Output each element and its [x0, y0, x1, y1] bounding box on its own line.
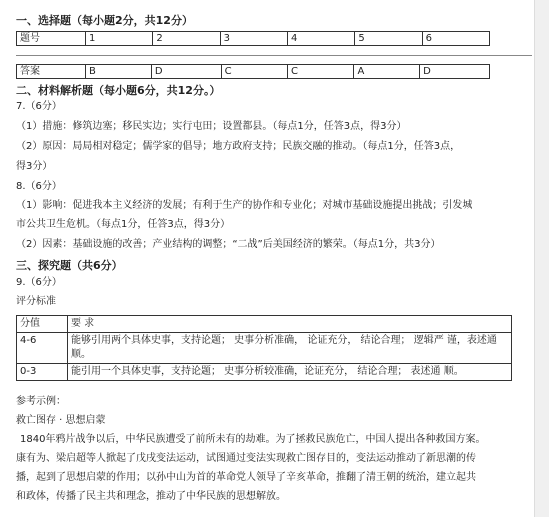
question-number-row	[16, 31, 490, 46]
section2-title: 二、材料解析题（每小题6分，共12分。）	[16, 84, 221, 97]
question-label: 题号	[17, 32, 86, 46]
answer-row	[16, 64, 490, 79]
score-range: 4-6	[17, 333, 68, 364]
q8-answer-3: （2）因素：基础设施的改善；产业结构的调整；“二战”后美国经济的繁荣。（每点1分，共3分）	[16, 239, 441, 250]
example-paragraph-line: 1840年鸦片战争以后，中华民族遭受了前所未有的劫难。为了拯救民族危亡，中国人提出各种救国方案。	[20, 434, 486, 445]
q7-answer-2: （2）原因：局局相对稳定；儒学家的倡导；地方政府支持；民族交融的推动。（每点1分，任答3点，	[16, 141, 461, 152]
table-header-row	[17, 316, 512, 333]
q8-answer-1: （1）影响：促进我本主义经济的发展；有利于生产的协作和专业化；对城市基础设施提出挑战；引发城	[16, 200, 473, 211]
example-paragraph-line: 播，起到了思想启蒙的作用；以孙中山为首的革命党人领导了辛亥革命，推翻了清王朝的统治，建立起共	[16, 472, 476, 483]
example-title: 参考示例：	[16, 396, 66, 407]
score-range: 0-3	[17, 364, 68, 381]
header-score: 分值	[17, 316, 68, 333]
qnum-cell: 6	[422, 32, 489, 46]
requirement-text: 能引用一个具体史事，支持论题； 史事分析较准确，论证充分， 结论合理； 表述通 顺。	[68, 364, 512, 381]
table-row	[17, 364, 512, 381]
page-divider	[16, 55, 532, 56]
example-topic: 救亡图存 · 思想启蒙	[16, 415, 106, 426]
answer-cell: A	[354, 65, 420, 79]
qnum-cell: 3	[220, 32, 287, 46]
answer-cell: C	[221, 65, 287, 79]
q8-answer-2: 市公共卫生危机。（每点1分，任答3点，得3分）	[16, 219, 231, 230]
answer-cell: D	[151, 65, 221, 79]
qnum-cell: 1	[86, 32, 153, 46]
qnum-cell: 4	[287, 32, 354, 46]
qnum-cell: 2	[153, 32, 220, 46]
q7-number: 7.（6分）	[16, 101, 62, 112]
qnum-cell: 5	[355, 32, 422, 46]
example-paragraph-line: 和政体，传播了民主共和理念，推动了中华民族的思想解放。	[16, 491, 286, 502]
q7-answer-3: 得3分）	[16, 161, 53, 172]
q8-number: 8.（6分）	[16, 181, 62, 192]
requirement-text: 能够引用两个具体史事，支持论题； 史事分析准确， 论证充分， 结论合理； 逻辑严 谨，表述通顺。	[68, 333, 512, 364]
q9-number: 9.（6分）	[16, 277, 62, 288]
answer-cell: C	[288, 65, 354, 79]
answer-cell: B	[86, 65, 152, 79]
table-row	[17, 333, 512, 364]
section3-title: 三、探究题（共6分）	[16, 259, 123, 272]
answer-label: 答案	[17, 65, 86, 79]
section1-title: 一、选择题（每小题2分，共12分）	[16, 14, 193, 27]
scoring-table	[16, 315, 512, 381]
answer-cell: D	[420, 65, 490, 79]
criteria-title: 评分标准	[16, 296, 56, 307]
vertical-scrollbar[interactable]	[534, 0, 549, 517]
example-paragraph-line: 康有为、梁启超等人掀起了戊戌变法运动，试图通过变法实现救亡图存目的，变法运动推动了新思潮的传	[16, 453, 476, 464]
header-requirement: 要 求	[68, 316, 512, 333]
q7-answer-1: （1）措施：修筑边塞；移民实边；实行屯田；设置都县。（每点1分，任答3点，得3分）	[16, 121, 407, 132]
